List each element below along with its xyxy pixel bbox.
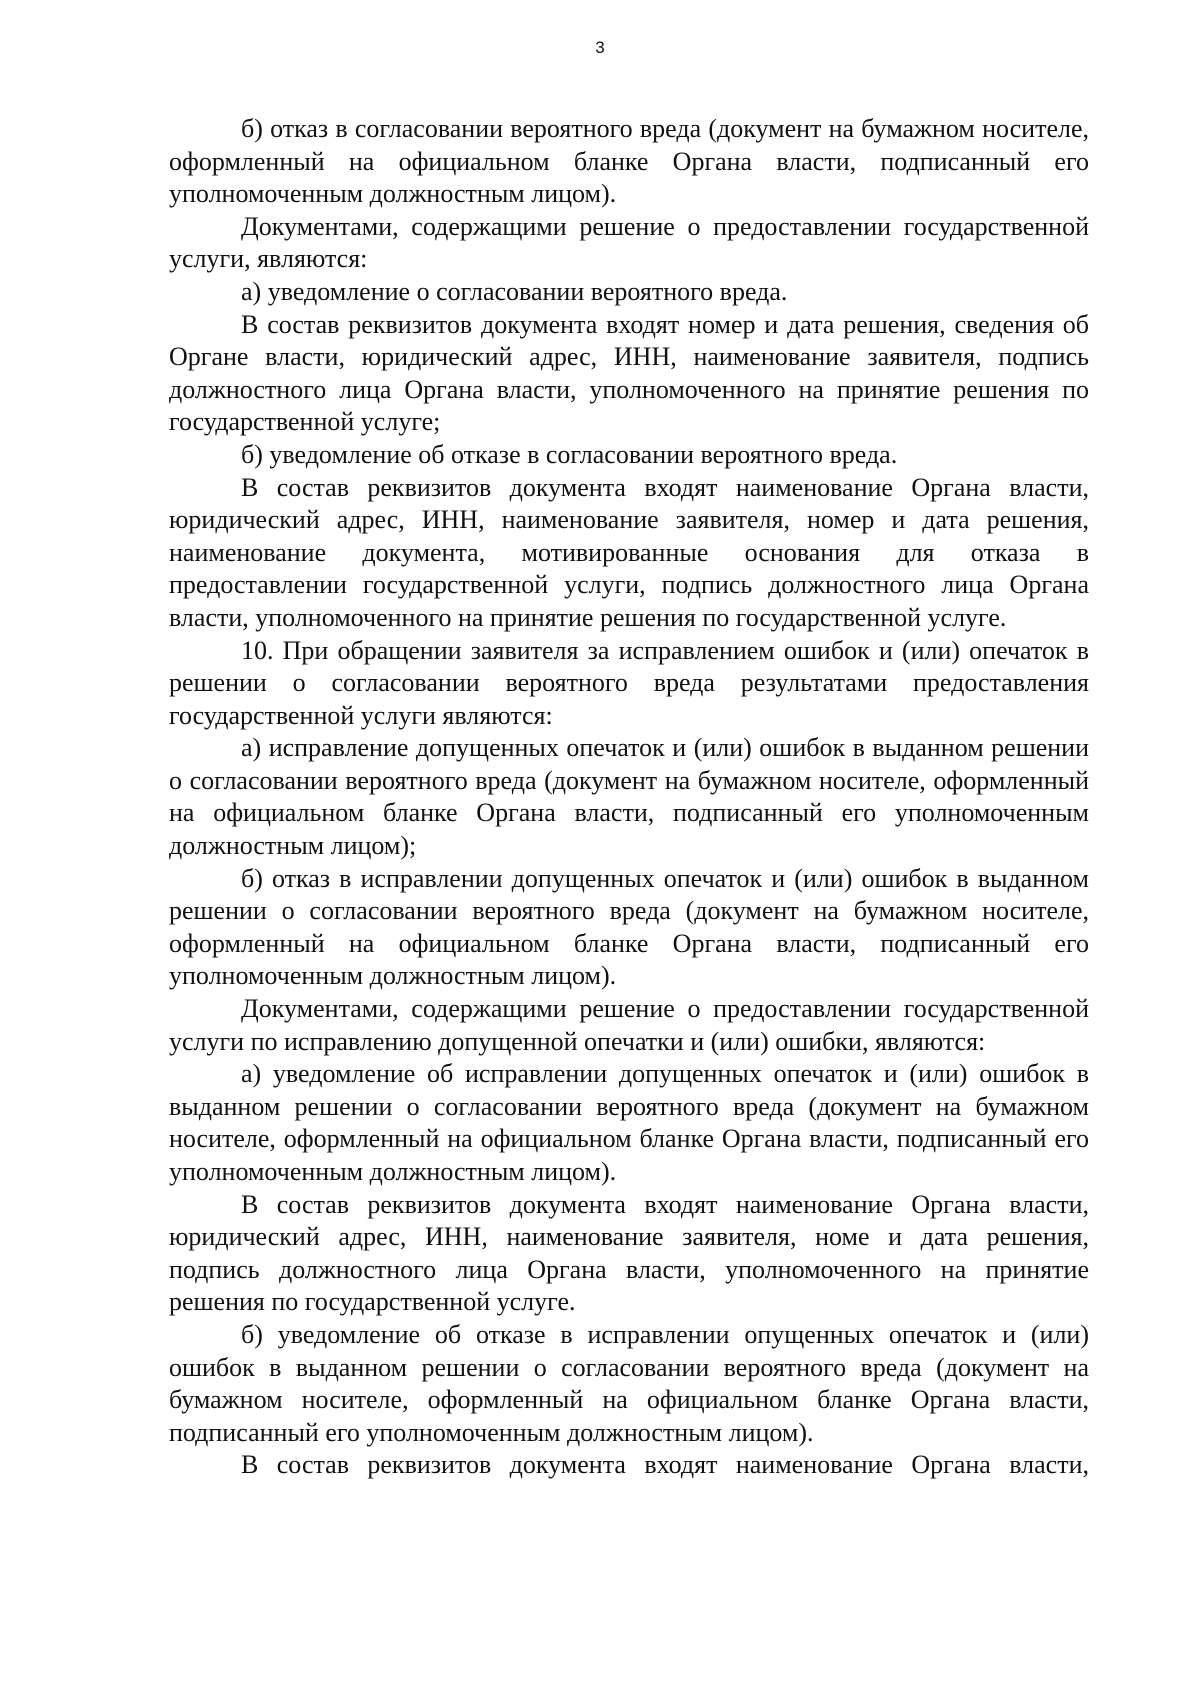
document-body — [169, 113, 1089, 1482]
paragraph: а) уведомление об исправлении допущенных опечаток и (или) ошибок в выданном решении о согласовании вероятного вреда (документ на бумажном носителе, оформленный на официальном бланке Органа власти, подписанный его уполномоченным должностным лицом). — [169, 1059, 1089, 1186]
paragraph: В состав реквизитов документа входят наименование Органа власти, юридический адрес, ИНН, наименование заявителя, номе и дата решения, подпись должностного лица Органа власти, уполномоченного на принятие решения по государственной услуге. — [169, 1189, 1089, 1317]
paragraph: В состав реквизитов документа входят наименование Органа власти, юридический адрес, ИНН, наименование заявителя, номер и дата решения, наименование документа, мотивированные основания для отказа в предоставлении государственной услуги, подпись должностного лица Органа власти, уполномоченного на принятие решения по государственной услуге. — [169, 472, 1089, 632]
paragraph: Документами, содержащими решение о предоставлении государственной услуги, являются: — [169, 211, 1089, 274]
paragraph: В состав реквизитов документа входят номер и дата решения, сведения об Органе власти, юридический адрес, ИНН, наименование заявителя, подпись должностного лица Органа власти, уполномоченного на принятие решения по государственной услуге; — [169, 309, 1089, 437]
paragraph: В состав реквизитов документа входят наименование Органа власти, — [241, 1450, 1089, 1480]
paragraph: б) уведомление об отказе в согласовании вероятного вреда. — [241, 439, 898, 469]
page-number: 3 — [595, 38, 605, 57]
paragraph: 10. При обращении заявителя за исправлением ошибок и (или) опечаток в решении о согласовании вероятного вреда результатами предоставления государственной услуги являются: — [169, 635, 1089, 730]
paragraph: б) уведомление об отказе в исправлении опущенных опечаток и (или) ошибок в выданном решении о согласовании вероятного вреда (документ на бумажном носителе, оформленный на официальном бланке Органа власти, подписанный его уполномоченным должностным лицом). — [169, 1319, 1089, 1447]
paragraph: а) исправление допущенных опечаток и (или) ошибок в выданном решении о согласовании вероятного вреда (документ на бумажном носителе, оформленный на официальном бланке Органа власти, подписанный его уполномоченным должностным лицом); — [169, 733, 1089, 861]
paragraph: Документами, содержащими решение о предоставлении государственной услуги по исправлению допущенной опечатки и (или) ошибки, являются: — [169, 994, 1089, 1056]
paragraph: а) уведомление о согласовании вероятного вреда. — [241, 276, 788, 306]
paragraph: б) отказ в исправлении допущенных опечаток и (или) ошибок в выданном решении о согласовании вероятного вреда (документ на бумажном носителе, оформленный на официальном бланке Органа власти, подписанный его уполномоченным должностным лицом). — [169, 863, 1089, 991]
paragraph: б) отказ в согласовании вероятного вреда (документ на бумажном носителе, оформленный на официальном бланке Органа власти, подписанный его уполномоченным должностным лицом). — [169, 114, 1089, 209]
